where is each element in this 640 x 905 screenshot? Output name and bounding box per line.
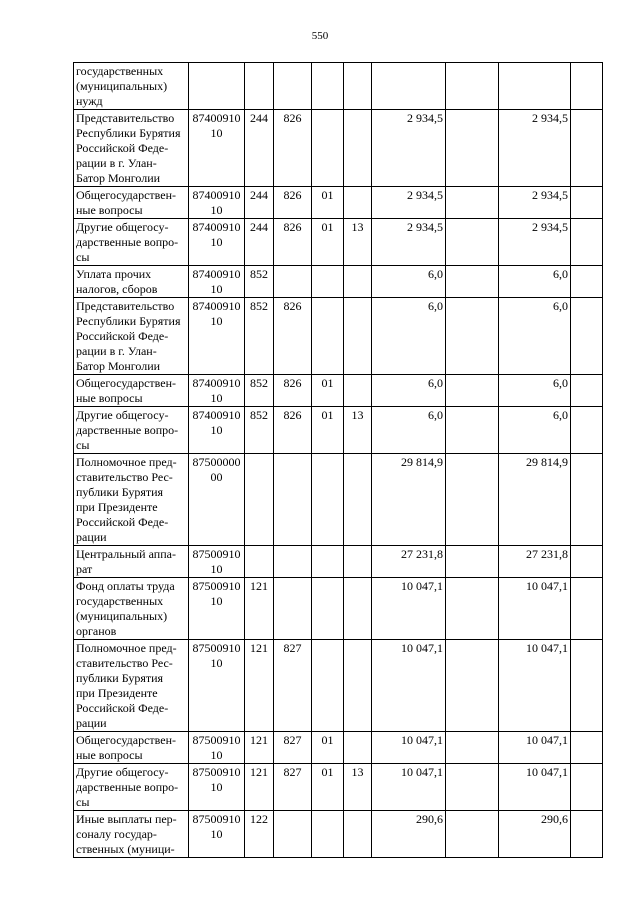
cell-extra-1 [446, 63, 499, 110]
cell-expense-type: 121 [245, 640, 274, 732]
cell-amount: 10 047,1 [499, 732, 571, 764]
table-row [74, 764, 603, 811]
cell-department: 827 [274, 764, 312, 811]
cell-extra-1 [446, 546, 499, 578]
table-row [74, 546, 603, 578]
cell-department: 827 [274, 640, 312, 732]
cell-department [274, 811, 312, 858]
cell-department: 826 [274, 375, 312, 407]
cell-expense-type: 852 [245, 375, 274, 407]
cell-total [372, 63, 446, 110]
cell-total: 6,0 [372, 298, 446, 375]
cell-total: 27 231,8 [372, 546, 446, 578]
cell-extra-1 [446, 375, 499, 407]
cell-name: Общегосударствен- ные вопросы [74, 732, 189, 764]
cell-section: 01 [312, 732, 344, 764]
cell-name: Уплата прочих налогов, сборов [74, 266, 189, 298]
cell-department [274, 578, 312, 640]
cell-amount: 10 047,1 [499, 764, 571, 811]
cell-section [312, 546, 344, 578]
cell-extra-2 [571, 454, 603, 546]
cell-extra-1 [446, 811, 499, 858]
cell-target-article: 87500910 10 [189, 640, 245, 732]
cell-name: Общегосударствен- ные вопросы [74, 187, 189, 219]
cell-subsection: 13 [344, 764, 372, 811]
cell-amount: 2 934,5 [499, 110, 571, 187]
cell-extra-1 [446, 407, 499, 454]
cell-total: 10 047,1 [372, 640, 446, 732]
cell-extra-2 [571, 187, 603, 219]
cell-total: 2 934,5 [372, 110, 446, 187]
cell-name: Другие общегосу- дарственные вопро- сы [74, 407, 189, 454]
table-row [74, 640, 603, 732]
cell-expense-type: 852 [245, 298, 274, 375]
cell-amount: 290,6 [499, 811, 571, 858]
cell-name: Полномочное пред- ставительство Рес- публики Бурятия при Президенте Российской Феде- рации [74, 454, 189, 546]
cell-amount: 6,0 [499, 375, 571, 407]
cell-extra-2 [571, 764, 603, 811]
cell-subsection: 13 [344, 219, 372, 266]
cell-extra-1 [446, 219, 499, 266]
cell-section [312, 640, 344, 732]
cell-subsection [344, 454, 372, 546]
cell-amount: 2 934,5 [499, 187, 571, 219]
cell-section [312, 454, 344, 546]
cell-name: Представительство Республики Бурятия Российской Феде- рации в г. Улан- Батор Монголии [74, 298, 189, 375]
cell-expense-type: 121 [245, 578, 274, 640]
cell-name: Полномочное пред- ставительство Рес- публики Бурятия при Президенте Российской Феде- рации [74, 640, 189, 732]
cell-expense-type: 122 [245, 811, 274, 858]
cell-department: 827 [274, 732, 312, 764]
cell-subsection [344, 811, 372, 858]
cell-target-article: 87500910 10 [189, 732, 245, 764]
cell-total: 10 047,1 [372, 764, 446, 811]
cell-amount: 6,0 [499, 407, 571, 454]
cell-subsection [344, 298, 372, 375]
cell-name: Центральный аппа- рат [74, 546, 189, 578]
cell-amount [499, 63, 571, 110]
cell-subsection: 13 [344, 407, 372, 454]
cell-extra-1 [446, 110, 499, 187]
cell-subsection [344, 578, 372, 640]
cell-section [312, 110, 344, 187]
cell-target-article: 87400910 10 [189, 407, 245, 454]
cell-extra-2 [571, 110, 603, 187]
cell-extra-1 [446, 640, 499, 732]
cell-extra-2 [571, 578, 603, 640]
cell-target-article [189, 63, 245, 110]
cell-expense-type [245, 454, 274, 546]
cell-department [274, 454, 312, 546]
cell-department [274, 266, 312, 298]
cell-extra-1 [446, 764, 499, 811]
cell-target-article: 87400910 10 [189, 375, 245, 407]
cell-extra-2 [571, 407, 603, 454]
cell-total: 10 047,1 [372, 732, 446, 764]
cell-expense-type: 852 [245, 407, 274, 454]
table-row [74, 187, 603, 219]
cell-name: Фонд оплаты труда государственных (муниципальных) органов [74, 578, 189, 640]
cell-expense-type: 244 [245, 219, 274, 266]
cell-section [312, 63, 344, 110]
cell-expense-type: 121 [245, 764, 274, 811]
cell-expense-type [245, 546, 274, 578]
cell-subsection [344, 640, 372, 732]
cell-section: 01 [312, 187, 344, 219]
cell-section [312, 578, 344, 640]
cell-section [312, 266, 344, 298]
cell-target-article: 87500910 10 [189, 546, 245, 578]
cell-expense-type: 852 [245, 266, 274, 298]
cell-amount: 10 047,1 [499, 578, 571, 640]
table-row [74, 63, 603, 110]
cell-section [312, 298, 344, 375]
table-row [74, 110, 603, 187]
cell-name: Другие общегосу- дарственные вопро- сы [74, 219, 189, 266]
table-row [74, 407, 603, 454]
budget-table [73, 62, 603, 858]
budget-table-body [74, 63, 603, 858]
cell-total: 6,0 [372, 266, 446, 298]
cell-subsection [344, 187, 372, 219]
cell-extra-2 [571, 732, 603, 764]
table-row [74, 375, 603, 407]
cell-extra-2 [571, 546, 603, 578]
cell-amount: 29 814,9 [499, 454, 571, 546]
cell-extra-2 [571, 375, 603, 407]
cell-department: 826 [274, 298, 312, 375]
cell-target-article: 87400910 10 [189, 187, 245, 219]
cell-name: Другие общегосу- дарственные вопро- сы [74, 764, 189, 811]
cell-name: государственных (муниципальных) нужд [74, 63, 189, 110]
cell-extra-1 [446, 578, 499, 640]
cell-total: 29 814,9 [372, 454, 446, 546]
cell-total: 2 934,5 [372, 187, 446, 219]
cell-extra-2 [571, 640, 603, 732]
cell-subsection [344, 63, 372, 110]
cell-department: 826 [274, 187, 312, 219]
cell-subsection [344, 110, 372, 187]
cell-extra-1 [446, 187, 499, 219]
cell-amount: 2 934,5 [499, 219, 571, 266]
cell-target-article: 87500000 00 [189, 454, 245, 546]
cell-subsection [344, 266, 372, 298]
cell-target-article: 87500910 10 [189, 811, 245, 858]
cell-department: 826 [274, 110, 312, 187]
cell-department: 826 [274, 407, 312, 454]
cell-extra-2 [571, 811, 603, 858]
cell-department [274, 546, 312, 578]
table-row [74, 266, 603, 298]
cell-total: 6,0 [372, 407, 446, 454]
cell-extra-1 [446, 298, 499, 375]
cell-total: 10 047,1 [372, 578, 446, 640]
table-row [74, 298, 603, 375]
cell-target-article: 87400910 10 [189, 110, 245, 187]
cell-subsection [344, 732, 372, 764]
cell-section: 01 [312, 375, 344, 407]
cell-extra-1 [446, 454, 499, 546]
cell-amount: 27 231,8 [499, 546, 571, 578]
cell-amount: 6,0 [499, 298, 571, 375]
cell-amount: 10 047,1 [499, 640, 571, 732]
cell-total: 290,6 [372, 811, 446, 858]
cell-target-article: 87400910 10 [189, 298, 245, 375]
cell-extra-2 [571, 298, 603, 375]
cell-name: Иные выплаты пер- соналу государ- ственных (муници- [74, 811, 189, 858]
page-number: 550 [311, 30, 329, 42]
cell-name: Представительство Республики Бурятия Российской Феде- рации в г. Улан- Батор Монголии [74, 110, 189, 187]
table-row [74, 219, 603, 266]
cell-subsection [344, 375, 372, 407]
cell-section: 01 [312, 764, 344, 811]
cell-expense-type: 244 [245, 187, 274, 219]
cell-subsection [344, 546, 372, 578]
cell-total: 2 934,5 [372, 219, 446, 266]
cell-extra-1 [446, 266, 499, 298]
cell-expense-type [245, 63, 274, 110]
cell-expense-type: 244 [245, 110, 274, 187]
cell-department [274, 63, 312, 110]
cell-target-article: 87400910 10 [189, 219, 245, 266]
cell-section [312, 811, 344, 858]
cell-target-article: 87400910 10 [189, 266, 245, 298]
cell-target-article: 87500910 10 [189, 764, 245, 811]
cell-total: 6,0 [372, 375, 446, 407]
cell-department: 826 [274, 219, 312, 266]
cell-extra-2 [571, 266, 603, 298]
cell-extra-1 [446, 732, 499, 764]
cell-name: Общегосударствен- ные вопросы [74, 375, 189, 407]
cell-target-article: 87500910 10 [189, 578, 245, 640]
cell-amount: 6,0 [499, 266, 571, 298]
table-row [74, 732, 603, 764]
cell-section: 01 [312, 219, 344, 266]
table-row [74, 578, 603, 640]
cell-section: 01 [312, 407, 344, 454]
cell-extra-2 [571, 63, 603, 110]
table-row [74, 811, 603, 858]
table-row [74, 454, 603, 546]
cell-expense-type: 121 [245, 732, 274, 764]
cell-extra-2 [571, 219, 603, 266]
